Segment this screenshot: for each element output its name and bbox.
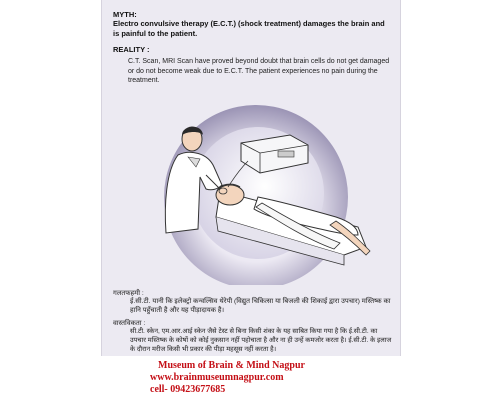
hindi-reality-text: सी.टी. स्केन, एम.आर.आई स्केन जैसे टेस्ट से बिना किसी शंका के यह साबित किया गया है कि ई.सी.टी. का उपचार मस्तिष्क के कोषों को कोई नुकसान नहीं पहोचाता है और ना ही उन्हें कमजोर करता है। ई.सी.टी. के इलाज के दौरान मरीज किसी भी प्रकार की पीड़ा महसूस नहीं करता है।: [130, 328, 392, 353]
reality-text: C.T. Scan, MRI Scan have proved beyond doubt that brain cells do not get damaged or do not become weak due to E.C.T. The patient experiences no pain during the treatment.: [128, 58, 390, 84]
poster-card: [101, 0, 401, 356]
hindi-myth-text: ई.सी.टी. यानी कि इलेक्ट्रो कन्वल्सिव थेरेपी (विद्युत चिकित्सा या बिजली की शिकाई द्वारा उपचार) मस्तिष्क का हानि पहुँचाती है और यह पीड़ादायक है।: [130, 298, 391, 314]
patient-head: [216, 185, 244, 205]
museum-phone: cell- 09423677685: [150, 384, 226, 395]
museum-website: www.brainmuseumnagpur.com: [150, 372, 284, 383]
hindi-reality-heading: वास्तविकता :: [113, 320, 146, 327]
myth-text: Electro convulsive therapy (E.C.T.) (shock treatment) damages the brain and is painful to the patient.: [113, 19, 385, 38]
reality-heading: REALITY :: [113, 45, 150, 54]
museum-footer: [150, 360, 360, 396]
ect-treatment-illustration: [108, 105, 396, 285]
museum-name: Museum of Brain & Mind Nagpur: [158, 360, 305, 371]
hindi-myth-heading: गलतफहमी :: [113, 290, 144, 297]
myth-heading: MYTH:: [113, 10, 137, 19]
